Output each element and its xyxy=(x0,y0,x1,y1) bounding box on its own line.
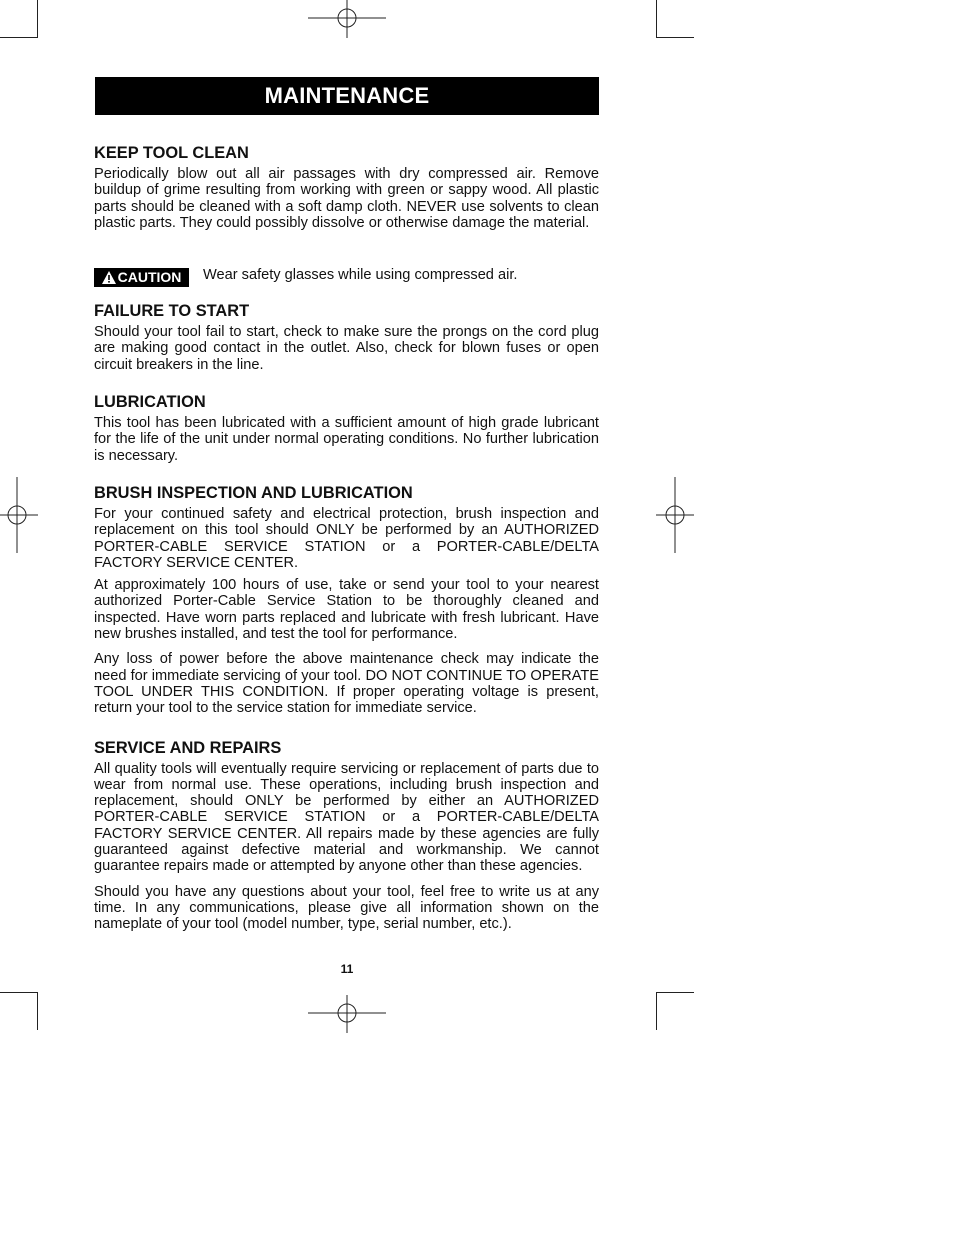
paragraph: Periodically blow out all air passages with dry compressed air. Remove buildup of grime resulting from working with green or sappy wood. All plastic parts should be cleaned with a soft damp cloth. NEVER use solvents to clean plastic parts. They could possibly dissolve or otherwise damage the material. xyxy=(94,166,599,231)
crop-mark xyxy=(656,37,694,38)
crop-mark xyxy=(37,0,38,38)
section-heading: FAILURE TO START xyxy=(94,302,250,321)
section-heading: KEEP TOOL CLEAN xyxy=(94,144,249,162)
warning-triangle-icon xyxy=(102,271,116,284)
caution-label: CAUTION xyxy=(117,269,182,286)
paragraph: Should you have any questions about your tool, feel free to write us at any time. In any communications, please give all information shown on the nameplate of your tool (model number, type, serial number, etc.). xyxy=(94,883,599,933)
paragraph: Any loss of power before the above maintenance check may indicate the need for immediate servicing of your tool. DO NOT CONTINUE TO OPERATE TOOL UNDER THIS CONDITION. If proper operating voltage is present, return your tool to the service station for immediate service. xyxy=(94,651,599,717)
section-brush-inspection xyxy=(94,484,599,717)
paragraph: All quality tools will eventually require servicing or replacement of parts due to wear from normal use. These operations, including brush inspection and replacement, should ONLY be performed by either an AUTHORIZED PORTER-CABLE SERVICE STATION or a PORTER-CABLE/DELTA FACTORY SERVICE CENTER. All repairs made by these agencies are fully guaranteed against defective material and workmanship. We cannot guarantee repairs made or attempted by anyone other than these agencies. xyxy=(94,760,599,875)
section-keep-tool-clean xyxy=(94,144,599,231)
registration-mark-icon xyxy=(308,995,386,1033)
crop-mark xyxy=(656,0,657,38)
page-number: 11 xyxy=(340,962,354,976)
caution-badge xyxy=(94,268,189,287)
page-title: MAINTENANCE xyxy=(95,77,599,115)
crop-mark xyxy=(0,992,38,993)
section-service-and-repairs xyxy=(94,739,599,933)
registration-mark-icon xyxy=(308,0,386,38)
caution-text: Wear safety glasses while using compressed air. xyxy=(203,267,518,284)
document-body xyxy=(94,144,599,933)
paragraph: This tool has been lubricated with a sufficient amount of high grade lubricant for the life of the unit under normal operating conditions. No further lubrication is necessary. xyxy=(94,415,599,464)
crop-mark xyxy=(656,992,694,993)
crop-mark xyxy=(0,37,38,38)
paragraph: Should your tool fail to start, check to make sure the prongs on the cord plug are making good contact in the outlet. Also, check for blown fuses or open circuit breakers in the line. xyxy=(94,324,599,373)
paragraph: At approximately 100 hours of use, take or send your tool to your nearest authorized Porter-Cable Service Station to be thoroughly cleaned and inspected. Have worn parts replaced and lubricate with fresh lubricant. Have new brushes installed, and test the tool for performance. xyxy=(94,577,599,643)
registration-mark-icon xyxy=(656,477,694,553)
caution-notice xyxy=(94,267,599,287)
paragraph: For your continued safety and electrical protection, brush inspection and replacement on this tool should ONLY be performed by an AUTHORIZED PORTER-CABLE SERVICE STATION or a PORTER-CABLE/DELTA FACTORY SERVICE CENTER. xyxy=(94,505,599,571)
section-failure-to-start xyxy=(94,302,599,373)
section-heading: SERVICE AND REPAIRS xyxy=(94,738,282,757)
section-heading: BRUSH INSPECTION AND LUBRICATION xyxy=(94,483,413,502)
section-lubrication xyxy=(94,393,599,464)
registration-mark-icon xyxy=(0,477,38,553)
section-heading: LUBRICATION xyxy=(94,393,206,412)
crop-mark xyxy=(656,992,657,1030)
crop-mark xyxy=(37,992,38,1030)
